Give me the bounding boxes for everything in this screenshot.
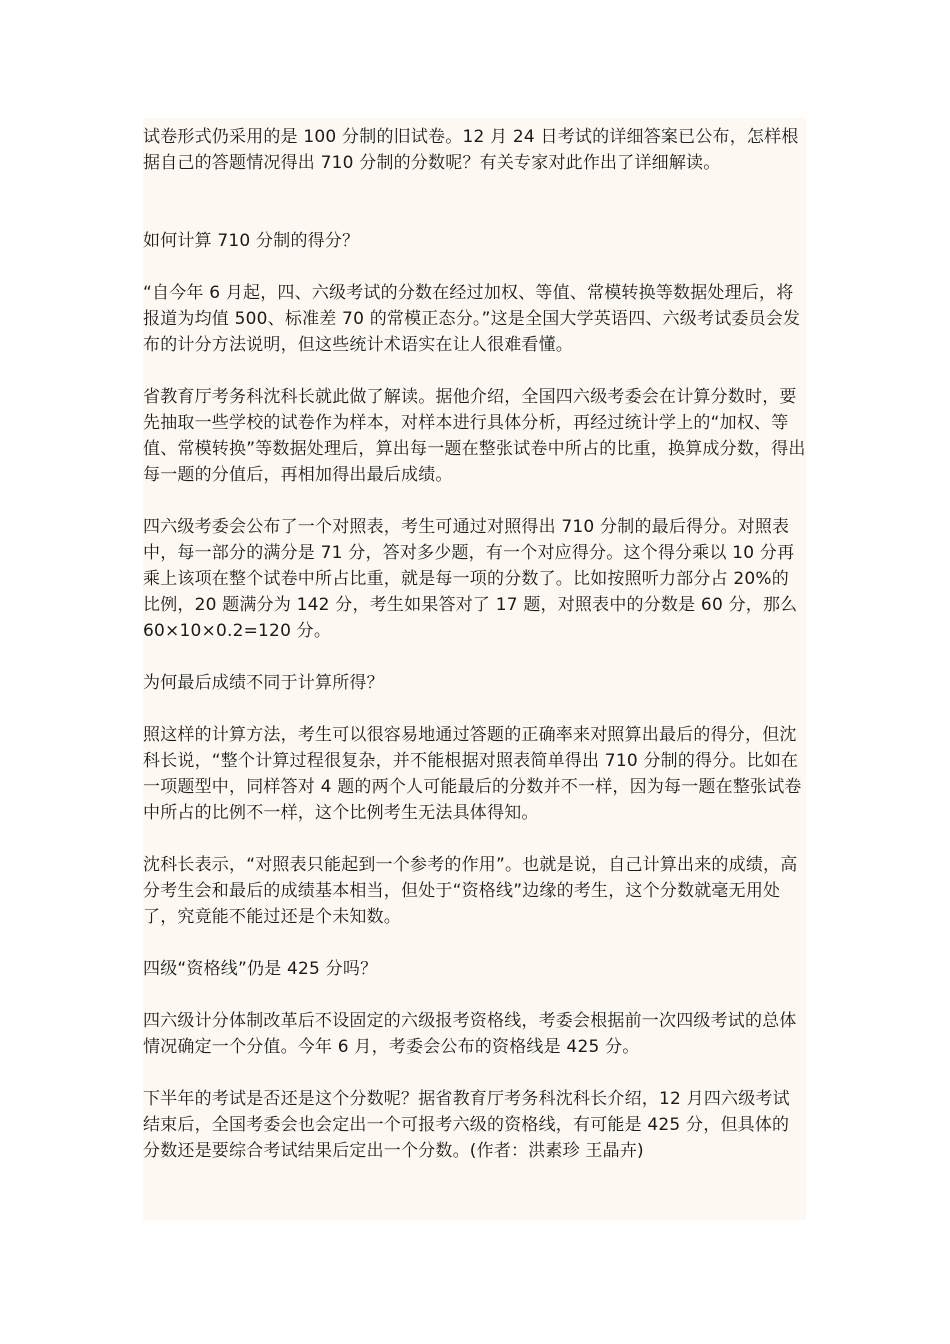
paragraph-explanation: 省教育厅考务科沈科长就此做了解读。据他介绍，全国四六级考委会在计算分数时，要先抽取一些学校的试卷作为样本，对样本进行具体分析，再经过统计学上的“加权、等值、常模转换”等数据处理后，算出每一题在整张试卷中所占的比重，换算成分数，得出每一题的分值后，再相加得出最后成绩。 [143, 387, 806, 485]
heading-why-different: 为何最后成绩不同于计算所得？ [143, 673, 384, 693]
heading-how-to-calculate: 如何计算 710 分制的得分？ [143, 231, 360, 251]
paragraph-qualification-line: 四六级计分体制改革后不设固定的六级报考资格线，考委会根据前一次四级考试的总体情况确定一个分值。今年 6 月，考委会公布的资格线是 425 分。 [143, 1011, 797, 1057]
paragraph-second-half-exam: 下半年的考试是否还是这个分数呢？据省教育厅考务科沈科长介绍，12 月四六级考试结束后，全国考委会也会定出一个可报考六级的资格线，有可能是 425 分，但具体的分数还是要综合考试结果后定出一个分数。(作者：洪素珍 王晶卉) [143, 1089, 790, 1161]
paragraph-reference-only: 沈科长表示，“对照表只能起到一个参考的作用”。也就是说，自己计算出来的成绩，高分考生会和最后的成绩基本相当，但处于“资格线”边缘的考生，这个分数就毫无用处了，究竟能不能过还是个未知数。 [143, 855, 798, 927]
paragraph-complex-calculation: 照这样的计算方法，考生可以很容易地通过答题的正确率来对照算出最后的得分，但沈科长说，“整个计算过程很复杂，并不能根据对照表简单得出 710 分制的得分。比如在一项题型中，同样答对 4 题的两个人可能最后的分数并不一样，因为每一题在整张试卷中所占的比例不一样，这个比例考生无法具体得知。 [143, 725, 802, 823]
paragraph-scoring-method: “自今年 6 月起，四、六级考试的分数在经过加权、等值、常模转换等数据处理后，将报道为均值 500、标准差 70 的常模正态分。”这是全国大学英语四、六级考试委员会发布的计分方法说明，但这些统计术语实在让人很难看懂。 [143, 283, 801, 355]
paragraph-intro: 试卷形式仍采用的是 100 分制的旧试卷。12 月 24 日考试的详细答案已公布，怎样根据自己的答题情况得出 710 分制的分数呢？有关专家对此作出了详细解读。 [143, 127, 799, 173]
paragraph-comparison-table: 四六级考委会公布了一个对照表，考生可通过对照得出 710 分制的最后得分。对照表中，每一部分的满分是 71 分，答对多少题，有一个对应得分。这个得分乘以 10 分再乘上该项在整个试卷中所占比重，就是每一项的分数了。比如按照听力部分占 20%的比例，20 题满分为 142 分，考生如果答对了 17 题，对照表中的分数是 60 分，那么 60×10×0.2=120 分。 [143, 517, 798, 641]
document-body [143, 118, 806, 1220]
heading-qualification-line: 四级“资格线”仍是 425 分吗？ [143, 959, 378, 979]
